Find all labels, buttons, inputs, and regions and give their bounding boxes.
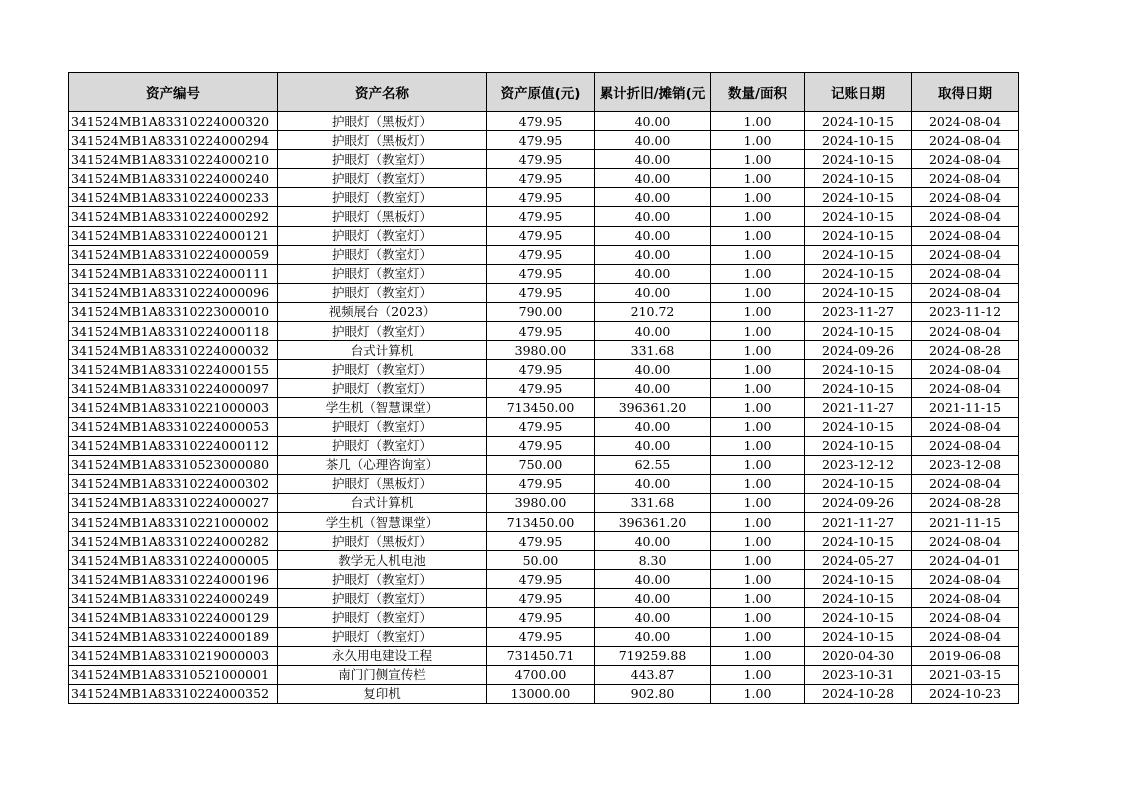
- original-value-cell: 3980.00: [487, 341, 595, 360]
- table-row: [69, 207, 1019, 226]
- acquisition-date-cell: 2024-08-04: [912, 322, 1019, 341]
- asset-code-cell: 341524MB1A83310224000059: [69, 245, 278, 264]
- original-value-cell: 479.95: [487, 589, 595, 608]
- original-value-cell: 479.95: [487, 322, 595, 341]
- asset-code-cell: 341524MB1A83310224000294: [69, 131, 278, 150]
- asset-name-cell: 护眼灯（教室灯）: [278, 322, 487, 341]
- quantity-cell: 1.00: [711, 532, 805, 551]
- acquisition-date-cell: 2023-12-08: [912, 455, 1019, 474]
- quantity-cell: 1.00: [711, 474, 805, 493]
- booking-date-cell: 2024-10-15: [805, 188, 912, 207]
- table-row: [69, 436, 1019, 455]
- booking-date-cell: 2023-12-12: [805, 455, 912, 474]
- asset-name-cell: 南门门侧宣传栏: [278, 665, 487, 684]
- table-row: [69, 150, 1019, 169]
- depreciation-cell: 40.00: [595, 379, 711, 398]
- asset-code-cell: 341524MB1A83310224000249: [69, 589, 278, 608]
- table-row: [69, 493, 1019, 512]
- asset-code-cell: 341524MB1A83310221000002: [69, 512, 278, 531]
- original-value-cell: 479.95: [487, 188, 595, 207]
- asset-name-cell: 护眼灯（教室灯）: [278, 360, 487, 379]
- quantity-cell: 1.00: [711, 245, 805, 264]
- table-row: [69, 551, 1019, 570]
- acquisition-date-cell: 2024-08-04: [912, 608, 1019, 627]
- depreciation-cell: 40.00: [595, 322, 711, 341]
- asset-code-cell: 341524MB1A83310523000080: [69, 455, 278, 474]
- table-row: [69, 283, 1019, 302]
- depreciation-cell: 443.87: [595, 665, 711, 684]
- quantity-cell: 1.00: [711, 379, 805, 398]
- asset-name-cell: 护眼灯（教室灯）: [278, 150, 487, 169]
- asset-code-cell: 341524MB1A83310224000189: [69, 627, 278, 646]
- asset-name-cell: 护眼灯（教室灯）: [278, 169, 487, 188]
- original-value-cell: 3980.00: [487, 493, 595, 512]
- original-value-cell: 13000.00: [487, 684, 595, 703]
- depreciation-cell: 40.00: [595, 150, 711, 169]
- asset-code-cell: 341524MB1A83310224000240: [69, 169, 278, 188]
- acquisition-date-cell: 2024-08-04: [912, 131, 1019, 150]
- booking-date-cell: 2024-10-15: [805, 608, 912, 627]
- depreciation-cell: 902.80: [595, 684, 711, 703]
- table-body: [69, 112, 1019, 704]
- booking-date-cell: 2023-11-27: [805, 302, 912, 321]
- booking-date-cell: 2024-10-15: [805, 417, 912, 436]
- table-row: [69, 131, 1019, 150]
- header-asset-code: 资产编号: [69, 73, 278, 112]
- table-row: [69, 398, 1019, 417]
- original-value-cell: 479.95: [487, 532, 595, 551]
- depreciation-cell: 40.00: [595, 436, 711, 455]
- asset-code-cell: 341524MB1A83310224000155: [69, 360, 278, 379]
- quantity-cell: 1.00: [711, 646, 805, 665]
- header-quantity-area: 数量/面积: [711, 73, 805, 112]
- table-row: [69, 512, 1019, 531]
- quantity-cell: 1.00: [711, 398, 805, 417]
- asset-name-cell: 护眼灯（教室灯）: [278, 627, 487, 646]
- original-value-cell: 790.00: [487, 302, 595, 321]
- depreciation-cell: 40.00: [595, 417, 711, 436]
- depreciation-cell: 40.00: [595, 207, 711, 226]
- depreciation-cell: 40.00: [595, 627, 711, 646]
- header-original-value: 资产原值(元): [487, 73, 595, 112]
- original-value-cell: 713450.00: [487, 398, 595, 417]
- header-row: [69, 73, 1019, 112]
- booking-date-cell: 2024-09-26: [805, 341, 912, 360]
- depreciation-cell: 331.68: [595, 493, 711, 512]
- depreciation-cell: 40.00: [595, 226, 711, 245]
- table-row: [69, 302, 1019, 321]
- original-value-cell: 479.95: [487, 283, 595, 302]
- quantity-cell: 1.00: [711, 455, 805, 474]
- asset-code-cell: 341524MB1A83310224000302: [69, 474, 278, 493]
- asset-name-cell: 学生机（智慧课堂）: [278, 512, 487, 531]
- booking-date-cell: 2024-10-28: [805, 684, 912, 703]
- original-value-cell: 731450.71: [487, 646, 595, 665]
- table-row: [69, 112, 1019, 131]
- original-value-cell: 713450.00: [487, 512, 595, 531]
- acquisition-date-cell: 2024-10-23: [912, 684, 1019, 703]
- asset-name-cell: 护眼灯（教室灯）: [278, 436, 487, 455]
- header-asset-name: 资产名称: [278, 73, 487, 112]
- asset-code-cell: 341524MB1A83310521000001: [69, 665, 278, 684]
- asset-code-cell: 341524MB1A83310224000210: [69, 150, 278, 169]
- quantity-cell: 1.00: [711, 608, 805, 627]
- quantity-cell: 1.00: [711, 302, 805, 321]
- booking-date-cell: 2023-10-31: [805, 665, 912, 684]
- asset-name-cell: 护眼灯（教室灯）: [278, 226, 487, 245]
- depreciation-cell: 40.00: [595, 131, 711, 150]
- acquisition-date-cell: 2024-08-04: [912, 589, 1019, 608]
- asset-code-cell: 341524MB1A83310221000003: [69, 398, 278, 417]
- original-value-cell: 479.95: [487, 627, 595, 646]
- quantity-cell: 1.00: [711, 665, 805, 684]
- quantity-cell: 1.00: [711, 627, 805, 646]
- asset-code-cell: 341524MB1A83310224000233: [69, 188, 278, 207]
- original-value-cell: 479.95: [487, 207, 595, 226]
- quantity-cell: 1.00: [711, 436, 805, 455]
- original-value-cell: 479.95: [487, 245, 595, 264]
- table-row: [69, 474, 1019, 493]
- table-row: [69, 589, 1019, 608]
- quantity-cell: 1.00: [711, 570, 805, 589]
- acquisition-date-cell: 2024-04-01: [912, 551, 1019, 570]
- depreciation-cell: 40.00: [595, 608, 711, 627]
- quantity-cell: 1.00: [711, 512, 805, 531]
- asset-code-cell: 341524MB1A83310224000112: [69, 436, 278, 455]
- quantity-cell: 1.00: [711, 226, 805, 245]
- asset-name-cell: 台式计算机: [278, 341, 487, 360]
- booking-date-cell: 2024-10-15: [805, 474, 912, 493]
- asset-name-cell: 护眼灯（教室灯）: [278, 188, 487, 207]
- quantity-cell: 1.00: [711, 417, 805, 436]
- header-booking-date: 记账日期: [805, 73, 912, 112]
- quantity-cell: 1.00: [711, 188, 805, 207]
- original-value-cell: 750.00: [487, 455, 595, 474]
- booking-date-cell: 2024-10-15: [805, 264, 912, 283]
- booking-date-cell: 2024-10-15: [805, 150, 912, 169]
- booking-date-cell: 2021-11-27: [805, 512, 912, 531]
- quantity-cell: 1.00: [711, 322, 805, 341]
- depreciation-cell: 40.00: [595, 169, 711, 188]
- original-value-cell: 479.95: [487, 112, 595, 131]
- table-row: [69, 169, 1019, 188]
- asset-code-cell: 341524MB1A83310224000005: [69, 551, 278, 570]
- depreciation-cell: 62.55: [595, 455, 711, 474]
- booking-date-cell: 2024-05-27: [805, 551, 912, 570]
- depreciation-cell: 40.00: [595, 112, 711, 131]
- asset-name-cell: 护眼灯（教室灯）: [278, 417, 487, 436]
- asset-code-cell: 341524MB1A83310219000003: [69, 646, 278, 665]
- asset-name-cell: 视频展台（2023）: [278, 302, 487, 321]
- quantity-cell: 1.00: [711, 551, 805, 570]
- acquisition-date-cell: 2024-08-28: [912, 341, 1019, 360]
- table-row: [69, 226, 1019, 245]
- asset-code-cell: 341524MB1A83310224000352: [69, 684, 278, 703]
- acquisition-date-cell: 2021-11-15: [912, 398, 1019, 417]
- table-row: [69, 341, 1019, 360]
- table-row: [69, 684, 1019, 703]
- acquisition-date-cell: 2024-08-04: [912, 570, 1019, 589]
- asset-name-cell: 台式计算机: [278, 493, 487, 512]
- acquisition-date-cell: 2021-11-15: [912, 512, 1019, 531]
- depreciation-cell: 210.72: [595, 302, 711, 321]
- asset-code-cell: 341524MB1A83310224000111: [69, 264, 278, 283]
- header-accumulated-depreciation: 累计折旧/摊销(元: [595, 73, 711, 112]
- depreciation-cell: 8.30: [595, 551, 711, 570]
- table-row: [69, 322, 1019, 341]
- original-value-cell: 479.95: [487, 169, 595, 188]
- acquisition-date-cell: 2023-11-12: [912, 302, 1019, 321]
- asset-code-cell: 341524MB1A83310224000196: [69, 570, 278, 589]
- asset-name-cell: 护眼灯（教室灯）: [278, 245, 487, 264]
- quantity-cell: 1.00: [711, 169, 805, 188]
- booking-date-cell: 2024-10-15: [805, 283, 912, 302]
- original-value-cell: 479.95: [487, 608, 595, 627]
- table-row: [69, 570, 1019, 589]
- acquisition-date-cell: 2024-08-04: [912, 207, 1019, 226]
- header-acquisition-date: 取得日期: [912, 73, 1019, 112]
- acquisition-date-cell: 2024-08-04: [912, 474, 1019, 493]
- original-value-cell: 479.95: [487, 360, 595, 379]
- asset-name-cell: 茶几（心理咨询室）: [278, 455, 487, 474]
- original-value-cell: 479.95: [487, 131, 595, 150]
- asset-code-cell: 341524MB1A83310224000027: [69, 493, 278, 512]
- quantity-cell: 1.00: [711, 589, 805, 608]
- table-header: [69, 73, 1019, 112]
- table-row: [69, 532, 1019, 551]
- asset-name-cell: 护眼灯（黑板灯）: [278, 532, 487, 551]
- quantity-cell: 1.00: [711, 150, 805, 169]
- asset-code-cell: 341524MB1A83310224000320: [69, 112, 278, 131]
- booking-date-cell: 2024-10-15: [805, 169, 912, 188]
- asset-code-cell: 341524MB1A83310224000121: [69, 226, 278, 245]
- depreciation-cell: 719259.88: [595, 646, 711, 665]
- acquisition-date-cell: 2019-06-08: [912, 646, 1019, 665]
- depreciation-cell: 40.00: [595, 570, 711, 589]
- acquisition-date-cell: 2024-08-04: [912, 226, 1019, 245]
- booking-date-cell: 2024-10-15: [805, 207, 912, 226]
- depreciation-cell: 396361.20: [595, 512, 711, 531]
- original-value-cell: 479.95: [487, 226, 595, 245]
- acquisition-date-cell: 2024-08-04: [912, 532, 1019, 551]
- asset-code-cell: 341524MB1A83310223000010: [69, 302, 278, 321]
- original-value-cell: 479.95: [487, 570, 595, 589]
- asset-name-cell: 护眼灯（教室灯）: [278, 608, 487, 627]
- acquisition-date-cell: 2024-08-04: [912, 150, 1019, 169]
- asset-name-cell: 护眼灯（教室灯）: [278, 264, 487, 283]
- asset-code-cell: 341524MB1A83310224000292: [69, 207, 278, 226]
- asset-code-cell: 341524MB1A83310224000129: [69, 608, 278, 627]
- table-row: [69, 417, 1019, 436]
- booking-date-cell: 2024-10-15: [805, 360, 912, 379]
- table-row: [69, 188, 1019, 207]
- original-value-cell: 4700.00: [487, 665, 595, 684]
- booking-date-cell: 2024-10-15: [805, 226, 912, 245]
- depreciation-cell: 40.00: [595, 474, 711, 493]
- asset-name-cell: 护眼灯（教室灯）: [278, 283, 487, 302]
- quantity-cell: 1.00: [711, 341, 805, 360]
- quantity-cell: 1.00: [711, 493, 805, 512]
- acquisition-date-cell: 2024-08-04: [912, 188, 1019, 207]
- asset-code-cell: 341524MB1A83310224000096: [69, 283, 278, 302]
- quantity-cell: 1.00: [711, 283, 805, 302]
- quantity-cell: 1.00: [711, 131, 805, 150]
- original-value-cell: 479.95: [487, 417, 595, 436]
- depreciation-cell: 40.00: [595, 283, 711, 302]
- booking-date-cell: 2024-10-15: [805, 245, 912, 264]
- acquisition-date-cell: 2024-08-04: [912, 112, 1019, 131]
- acquisition-date-cell: 2024-08-04: [912, 360, 1019, 379]
- booking-date-cell: 2024-10-15: [805, 589, 912, 608]
- asset-name-cell: 复印机: [278, 684, 487, 703]
- acquisition-date-cell: 2021-03-15: [912, 665, 1019, 684]
- asset-code-cell: 341524MB1A83310224000118: [69, 322, 278, 341]
- asset-code-cell: 341524MB1A83310224000032: [69, 341, 278, 360]
- quantity-cell: 1.00: [711, 264, 805, 283]
- depreciation-cell: 331.68: [595, 341, 711, 360]
- acquisition-date-cell: 2024-08-04: [912, 436, 1019, 455]
- depreciation-cell: 396361.20: [595, 398, 711, 417]
- table-row: [69, 379, 1019, 398]
- depreciation-cell: 40.00: [595, 532, 711, 551]
- booking-date-cell: 2024-10-15: [805, 112, 912, 131]
- asset-code-cell: 341524MB1A83310224000053: [69, 417, 278, 436]
- table-row: [69, 608, 1019, 627]
- booking-date-cell: 2024-10-15: [805, 436, 912, 455]
- acquisition-date-cell: 2024-08-04: [912, 283, 1019, 302]
- asset-name-cell: 护眼灯（黑板灯）: [278, 131, 487, 150]
- quantity-cell: 1.00: [711, 207, 805, 226]
- original-value-cell: 479.95: [487, 264, 595, 283]
- table-row: [69, 455, 1019, 474]
- quantity-cell: 1.00: [711, 112, 805, 131]
- booking-date-cell: 2024-10-15: [805, 570, 912, 589]
- table-row: [69, 646, 1019, 665]
- asset-name-cell: 护眼灯（黑板灯）: [278, 207, 487, 226]
- booking-date-cell: 2024-09-26: [805, 493, 912, 512]
- acquisition-date-cell: 2024-08-04: [912, 245, 1019, 264]
- original-value-cell: 50.00: [487, 551, 595, 570]
- booking-date-cell: 2024-10-15: [805, 322, 912, 341]
- booking-date-cell: 2024-10-15: [805, 627, 912, 646]
- booking-date-cell: 2024-10-15: [805, 379, 912, 398]
- asset-name-cell: 教学无人机电池: [278, 551, 487, 570]
- booking-date-cell: 2020-04-30: [805, 646, 912, 665]
- booking-date-cell: 2024-10-15: [805, 131, 912, 150]
- asset-name-cell: 护眼灯（黑板灯）: [278, 474, 487, 493]
- asset-name-cell: 护眼灯（教室灯）: [278, 589, 487, 608]
- table-row: [69, 665, 1019, 684]
- acquisition-date-cell: 2024-08-04: [912, 379, 1019, 398]
- table-row: [69, 245, 1019, 264]
- table-row: [69, 627, 1019, 646]
- acquisition-date-cell: 2024-08-04: [912, 264, 1019, 283]
- asset-code-cell: 341524MB1A83310224000097: [69, 379, 278, 398]
- acquisition-date-cell: 2024-08-28: [912, 493, 1019, 512]
- table-row: [69, 264, 1019, 283]
- booking-date-cell: 2024-10-15: [805, 532, 912, 551]
- asset-name-cell: 护眼灯（教室灯）: [278, 570, 487, 589]
- asset-code-cell: 341524MB1A83310224000282: [69, 532, 278, 551]
- booking-date-cell: 2021-11-27: [805, 398, 912, 417]
- quantity-cell: 1.00: [711, 684, 805, 703]
- depreciation-cell: 40.00: [595, 245, 711, 264]
- table-row: [69, 360, 1019, 379]
- asset-name-cell: 永久用电建设工程: [278, 646, 487, 665]
- original-value-cell: 479.95: [487, 436, 595, 455]
- depreciation-cell: 40.00: [595, 188, 711, 207]
- depreciation-cell: 40.00: [595, 589, 711, 608]
- quantity-cell: 1.00: [711, 360, 805, 379]
- original-value-cell: 479.95: [487, 150, 595, 169]
- original-value-cell: 479.95: [487, 474, 595, 493]
- depreciation-cell: 40.00: [595, 264, 711, 283]
- depreciation-cell: 40.00: [595, 360, 711, 379]
- asset-name-cell: 护眼灯（教室灯）: [278, 379, 487, 398]
- asset-name-cell: 学生机（智慧课堂）: [278, 398, 487, 417]
- acquisition-date-cell: 2024-08-04: [912, 627, 1019, 646]
- asset-name-cell: 护眼灯（黑板灯）: [278, 112, 487, 131]
- acquisition-date-cell: 2024-08-04: [912, 169, 1019, 188]
- original-value-cell: 479.95: [487, 379, 595, 398]
- asset-table: [68, 72, 1019, 704]
- acquisition-date-cell: 2024-08-04: [912, 417, 1019, 436]
